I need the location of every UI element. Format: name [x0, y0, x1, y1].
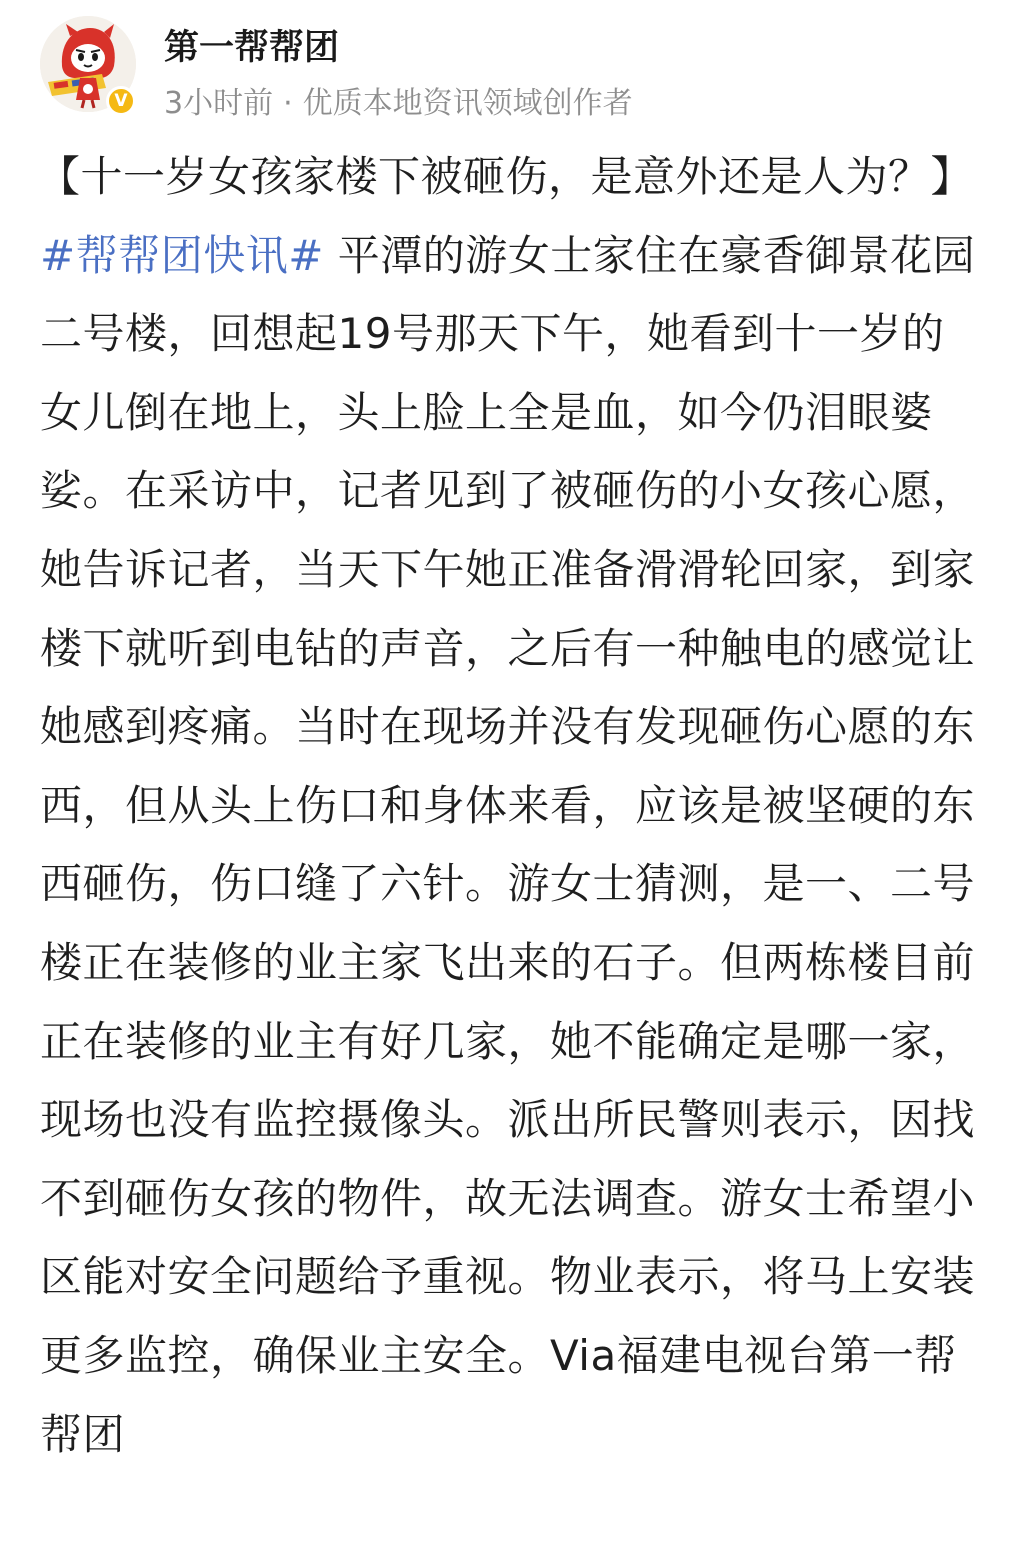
- author-avatar[interactable]: [40, 16, 136, 112]
- post-text: 平潭的游女士家住在豪香御景花园二号楼，回想起19号那天下午，她看到十一岁的女儿倒在地上，头上脸上全是血，如今仍泪眼婆娑。在采访中，记者见到了被砸伤的小女孩心愿，她告诉记者，当天下午她正准备滑滑轮回家，到家楼下就听到电钻的声音，之后有一种触电的感觉让她感到疼痛。当时在现场并没有发现砸伤心愿的东西，但从头上伤口和身体来看，应该是被坚硬的东西砸伤，伤口缝了六针。游女士猜测，是一、二号楼正在装修的业主家飞出来的石子。但两栋楼目前正在装修的业主有好几家，她不能确定是哪一家，现场也没有监控摄像头。派出所民警则表示，因找不到砸伤女孩的物件，故无法调查。游女士希望小区能对安全问题给予重视。物业表示，将马上安装更多监控，确保业主安全。Via福建电视台第一帮帮团: [40, 230, 976, 1459]
- post-body: [40, 138, 984, 1474]
- verified-badge-icon: V: [106, 86, 136, 116]
- post-title: 【十一岁女孩家楼下被砸伤，是意外还是人为？】: [38, 152, 974, 201]
- author-name[interactable]: 第一帮帮团: [164, 28, 340, 68]
- hashtag-link[interactable]: #帮帮团快讯#: [40, 230, 324, 280]
- post-header: [40, 12, 980, 122]
- meta-separator: ·: [283, 86, 293, 121]
- post-meta: [164, 84, 633, 124]
- post-time: 3小时前: [164, 86, 274, 121]
- author-certification: 优质本地资讯领域创作者: [302, 86, 633, 121]
